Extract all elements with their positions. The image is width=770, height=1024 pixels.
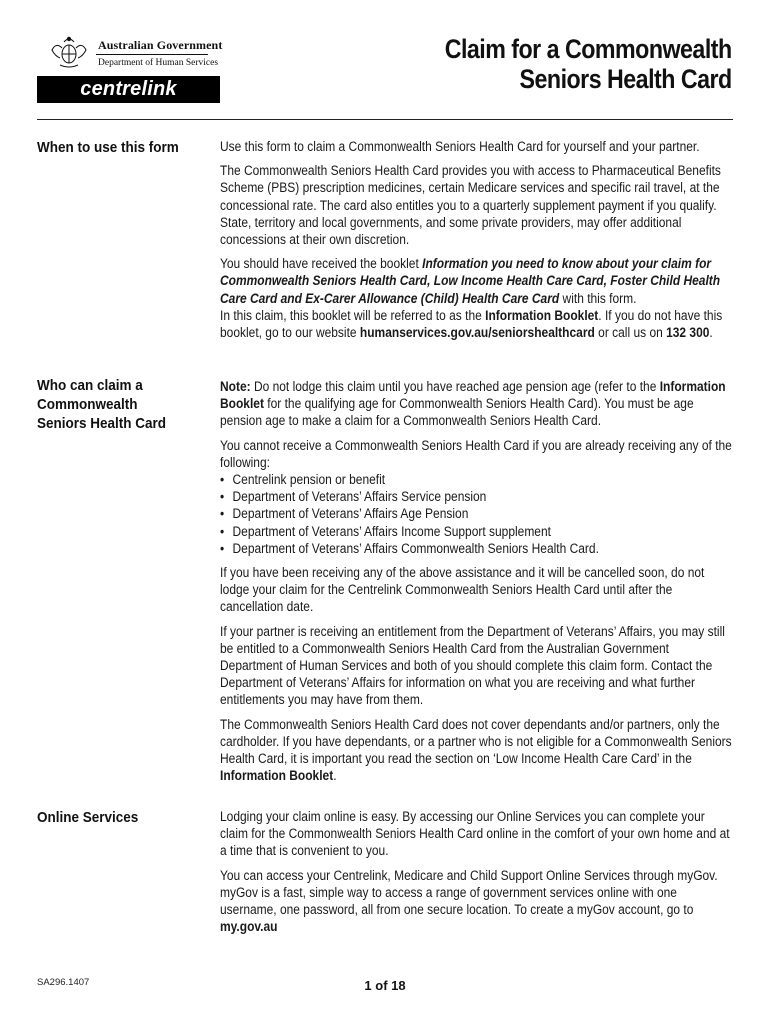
when-body [220, 138, 732, 348]
mygov-link[interactable]: my.gov.au [220, 919, 278, 935]
when-p3-text-a: You should have received the booklet [220, 256, 423, 272]
phone-number: 132 300 [666, 325, 710, 341]
when-p3-text-b: with this form. [559, 290, 637, 306]
dependants-text-a: The Commonwealth Seniors Health Card does not cover dependants and/or partners, only the cardholder. If you have dependants, or a partner who is not eligible for a Commonwealth Seniors Health Card, it is important you read the section on ‘Low Income Health Care Card’ in the [220, 716, 732, 767]
department-name: Department of Human Services [98, 58, 219, 68]
when-p3-text-d: . If you do not have this booklet, go to our website [220, 307, 723, 341]
note-label: Note: [220, 379, 251, 394]
when-paragraph-3 [220, 255, 732, 341]
dependants-booklet-ref: Information Booklet [220, 768, 334, 784]
coat-of-arms-icon [46, 34, 92, 70]
when-paragraph-2: The Commonwealth Seniors Health Card provides you with access to Pharmaceutical Benefits Scheme (PBS) prescription medicines, certain Medicare services and specific rail travel, at the concessional rate. The card also entitles you to a quarterly supplement payment if you qualify. State, territory and local governments, and some private providers, may offer additional concessions at their own discretion. [220, 163, 721, 248]
who-body [220, 378, 732, 791]
cancellation-paragraph: If you have been receiving any of the above assistance and it will be cancelled soon, do not lodge your claim for the Centrelink Commonwealth Seniors Health Card until after the cancellation date. [220, 565, 705, 615]
list-item: • Department of Veterans’ Affairs Commonwealth Seniors Health Card. [220, 540, 732, 557]
online-body [220, 808, 732, 942]
note-booklet-ref: Information Booklet [220, 379, 726, 412]
form-title-line2: Seniors Health Card [519, 64, 732, 94]
online-paragraph-2 [220, 867, 732, 936]
when-heading: When to use this form [37, 139, 179, 156]
website-link[interactable]: humanservices.gov.au/seniorshealthcard [359, 325, 595, 341]
brand-logo: centrelink [80, 78, 177, 100]
who-heading: Who can claim a Commonwealth Seniors Health Card [37, 377, 167, 432]
list-item: • Centrelink pension or benefit [220, 471, 732, 488]
list-item: • Department of Veterans’ Affairs Age Pension [220, 505, 732, 522]
excluded-payments-list [220, 471, 732, 557]
form-title-line1: Claim for a Commonwealth [445, 34, 732, 64]
note-paragraph [220, 378, 732, 430]
information-booklet-ref: Information Booklet [485, 307, 599, 323]
dependants-text-b: . [333, 768, 337, 784]
page-number: 1 of 18 [364, 978, 406, 993]
list-item: • Department of Veterans’ Affairs Income Support supplement [220, 523, 732, 540]
when-paragraph-1: Use this form to claim a Commonwealth Seniors Health Card for yourself and your partner. [220, 139, 700, 154]
online-paragraph-1: Lodging your claim online is easy. By accessing our Online Services you can complete your claim for the Commonwealth Seniors Health Card online in the comfort of your own home and at a time that is convenient to you. [220, 809, 730, 859]
note-text-b: for the qualifying age for Commonwealth Seniors Health Card). You must be age pension age to make a claim for a Commonwealth Seniors Health Card. [220, 396, 694, 429]
partner-paragraph: If your partner is receiving an entitlement from the Department of Veterans’ Affairs, you may still be entitled to a Commonwealth Seniors Health Card from the Australian Government Department of Human Services and both of you should complete this claim form. Contact the Department of Veterans’ Affairs for information on what you are receiving and what further entitlements you may have from them. [220, 623, 725, 708]
list-item: • Department of Veterans’ Affairs Service pension [220, 488, 732, 505]
government-rule [96, 54, 208, 55]
cannot-receive-paragraph: You cannot receive a Commonwealth Seniors Health Card if you are already receiving any of the following: [220, 437, 732, 470]
online-p2-text: You can access your Centrelink, Medicare and Child Support Online Services through myGov. myGov is a fast, simple way to access a range of government services online with one username, one password, all from one secure location. To create a myGov account, go to [220, 867, 718, 918]
header-divider [37, 119, 733, 120]
when-p3-text-e: or call us on [594, 325, 667, 341]
form-code: SA296.1407 [37, 977, 90, 988]
online-heading: Online Services [37, 809, 139, 826]
when-p3-text-c: In this claim, this booklet will be referred to as the [220, 307, 486, 323]
booklet-title: Information you need to know about your claim for Commonwealth Seniors Health Card, Low Income Health Care Card, Foster Child Health Care Card and Ex-Carer Allowance (Child) Health Care Card [220, 256, 721, 306]
note-text-a: Do not lodge this claim until you have reached age pension age (refer to the [250, 379, 660, 394]
dependants-paragraph [220, 716, 732, 785]
when-p3-text-f: . [709, 325, 713, 341]
government-name: Australian Government [98, 38, 223, 52]
brand-bar [37, 76, 220, 103]
